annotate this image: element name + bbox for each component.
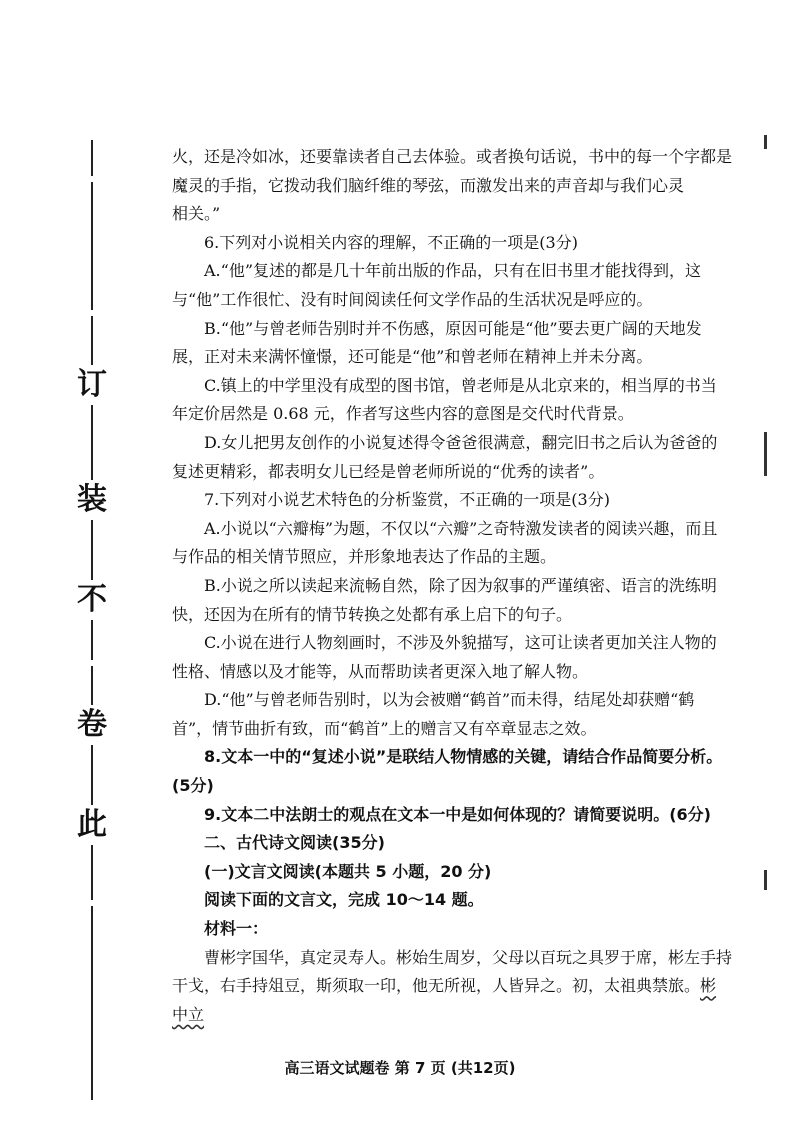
question-9: 9.文本二中法朗士的观点在文本一中是如何体现的？请简要说明。(6分) xyxy=(204,804,711,824)
question-6-option-a: A.“他”复述的都是几十年前出版的作品，只有在旧书里才能找得到，这与“他”工作很忙、没有时间阅读任何文学作品的生活状况是呼应的。 xyxy=(172,261,702,309)
question-8: 8.文本一中的“复述小说”是联结人物情感的关键，请结合作品简要分析。(5分) xyxy=(172,747,723,796)
classical-text-segment: 干戈，右手持俎豆，斯须取一印，他无所视，人皆异之。初，太祖典禁旅。 xyxy=(172,976,701,996)
continuation-line: 相关。” xyxy=(172,204,221,224)
binding-dash-gap xyxy=(91,310,93,316)
continuation-line: 火，还是冷如冰，还要靠读者自己去体验。或者换句话说，书中的每一个字都是 xyxy=(172,147,733,166)
page-content xyxy=(172,143,732,1029)
scan-edge-mark xyxy=(764,135,767,149)
reading-instruction: 阅读下面的文言文，完成 10～14 题。 xyxy=(204,890,484,910)
question-6-stem: 6.下列对小说相关内容的理解，不正确的一项是(3分) xyxy=(204,232,578,252)
question-7-option-c: C.小说在进行人物刻画时，不涉及外貌描写，这可让读者更加关注人物的性格、情感以及才能等，从而帮助读者更深入地了解人物。 xyxy=(172,633,717,681)
binding-margin xyxy=(62,140,122,1100)
binding-char-juan: 卷 xyxy=(72,705,112,745)
continuation-line: 魔灵的手指，它拨动我们脑纤维的琴弦，而激发出来的声音却与我们心灵 xyxy=(172,175,685,195)
binding-line xyxy=(91,140,93,1100)
binding-dash-gap xyxy=(91,900,93,906)
page-footer: 高三语文试题卷 第 7 页 (共12页) xyxy=(284,1059,516,1077)
binding-char-zhuang: 装 xyxy=(72,480,112,520)
scan-edge-mark xyxy=(764,870,767,890)
question-7-stem: 7.下列对小说艺术特色的分析鉴赏，不正确的一项是(3分) xyxy=(204,490,610,510)
question-7-option-d: D.“他”与曾老师告别时，以为会被赠“鹤首”而未得，结尾处却获赠“鹤首”，情节曲折有致，而“鹤首”上的赠言又有卒章显志之效。 xyxy=(172,690,695,738)
scan-edge-mark xyxy=(764,432,767,476)
classical-text-line xyxy=(172,972,732,1029)
wavy-underlined-text: 彬中立 xyxy=(172,976,717,1024)
classical-text-line: 曹彬字国华，真定灵寿人。彬始生周岁，父母以百玩之具罗于席，彬左手持 xyxy=(204,947,733,967)
question-6-option-c: C.镇上的中学里没有成型的图书馆，曾老师是从北京来的，相当厚的书当年定价居然是 0.68 元，作者写这些内容的意图是交代时代背景。 xyxy=(172,375,717,424)
section-2-1-heading: (一)文言文阅读(本题共 5 小题，20 分) xyxy=(204,861,492,881)
binding-dash-gap xyxy=(91,176,93,182)
binding-char-ci: 此 xyxy=(72,805,112,845)
binding-char-bu: 不 xyxy=(72,580,112,620)
binding-dash-gap xyxy=(91,660,93,666)
question-7-option-b: B.小说之所以读起来流畅自然，除了因为叙事的严谨缜密、语言的洗练明快，还因为在所有的情节转换之处都有承上启下的句子。 xyxy=(172,575,717,624)
question-7-option-a: A.小说以“六瓣梅”为题，不仅以“六瓣”之奇特激发读者的阅读兴趣，而且与作品的相关情节照应，并形象地表达了作品的主题。 xyxy=(172,518,718,567)
section-2-heading: 二、古代诗文阅读(35分) xyxy=(204,833,385,853)
binding-char-ding: 订 xyxy=(72,365,112,405)
question-6-option-b: B.“他”与曾老师告别时并不伤感，原因可能是“他”要去更广阔的天地发展，正对未来满怀憧憬，还可能是“他”和曾老师在精神上并未分离。 xyxy=(172,318,702,367)
material-1-label: 材料一： xyxy=(204,919,269,939)
question-6-option-d: D.女儿把男友创作的小说复述得令爸爸很满意，翻完旧书之后认为爸爸的复述更精彩，都表明女儿已经是曾老师所说的“优秀的读者”。 xyxy=(172,432,718,481)
